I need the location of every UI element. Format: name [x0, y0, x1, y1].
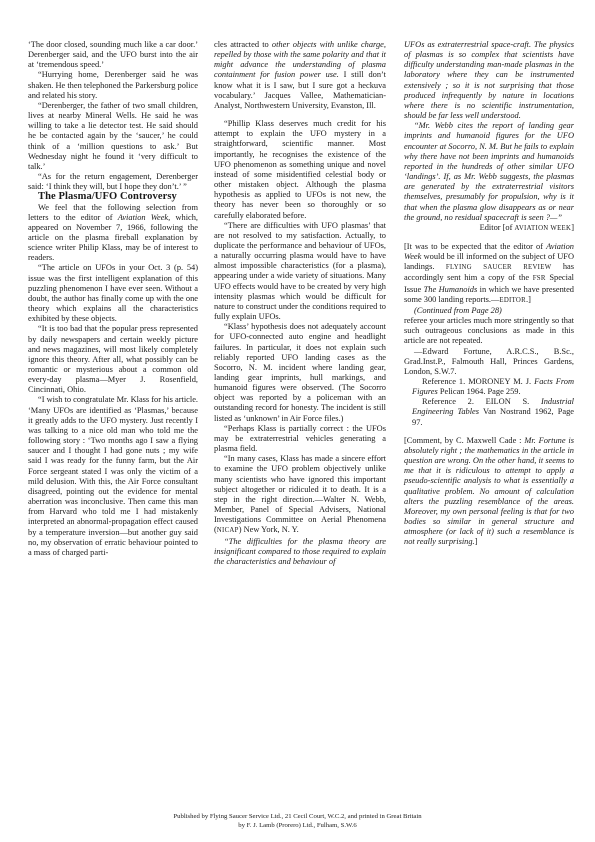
text-run-italic: Mr. Fortune is absolutely right ; the mathematics in the article in question are wrong. On the other hand, it seems to me that it is ridiculous to attempt to apply a pseudo-scientific analysis to what is essentially a qualitative problem. No amount of calculation alters the puzzling resemblance of the areas. Moreover, my own personal feeling is that for two bodies so similar in general structure and atmosphere (or lack of it) such a resemblance is not really surprising. — [404, 435, 574, 547]
publication-name: Aviation Week, — [117, 212, 171, 222]
book-title: Facts From Figures — [412, 377, 575, 397]
text-run: “In many cases, Klass has made a sincere effort to examine the UFO problem objectively unlike many scientists who have ignored this important subject altogether or ridiculed it to death. It is a step in the right direction.—Walter N. Webb, Member, Panel of Special Advisers, National Investigations Committee on Aerial Phenomena ( — [214, 454, 386, 535]
text-run-italic: other objects with unlike charge, repelled by those with the same polarity and that it might advance the understanding of plasma containment for fusion power use. — [214, 40, 386, 80]
footer-line: Published by Flying Saucer Service Ltd., 21 Cecil Court, W.C.2, and printed in Great Britain — [173, 813, 422, 820]
paragraph: “Derenberger, the father of two small children, lives at nearby Mineral Wells. He said he was willing to take a lie detector test. He said should he be contacted again by the ‘saucer,’ he could think of a ‘million questions to ask.’ But Wednesday night he found it ‘very difficult to talk.’ — [28, 100, 198, 171]
text-run: ] — [474, 537, 478, 547]
text-run: in which we have presented some 300 landing reports.— — [404, 284, 574, 304]
paragraph — [214, 40, 386, 111]
column-left — [28, 40, 198, 558]
book-title: Industrial Engineering Tables — [412, 397, 574, 417]
reference-entry — [404, 377, 574, 397]
paragraph: referee your articles much more stringently so that such outrageous conclusions as made in this article are not repeated. — [404, 316, 574, 346]
editor-note — [404, 242, 574, 306]
paragraph: ‘The door closed, sounding much like a car door.’ Derenberger said, and the UFO burst into the air at ‘tremendous speed.’ — [28, 40, 198, 70]
acronym: EDITOR — [499, 296, 526, 304]
letter-paragraph: “Perhaps Klass is partially correct : the UFOs may be extraterrestrial vehicles generating a plasma field. — [214, 423, 386, 454]
column-right — [404, 40, 574, 548]
reference-entry — [404, 397, 574, 427]
text-run: ] — [571, 222, 574, 232]
text-run: which, appeared on November 7, 1966, following the article on the plasma fireball explanation by science writer Philip Klass, may be of interest to readers. — [28, 212, 199, 263]
text-run: [It was to be expected that the editor of — [404, 241, 543, 251]
text-run: Pelican 1964. Page 259. — [439, 387, 521, 397]
letter-paragraph: “It is too bad that the popular press represented by daily newspapers and certain weekly picture and news magazines, will most likely completely ignore this theory. After all, what possibly can be romantic or mysterious about a common old every-day plasma—Myer J. Rosenfield, Cincinnati, Ohio. — [28, 324, 198, 395]
text-run: I still don’t know what it is I saw, but I sure got a heckuva vocabulary.’ Jacques Vallee, Mathematician-Analyst, Northwestern University, Evanston, Ill. — [214, 70, 386, 110]
letter-paragraph: “Phillip Klass deserves much credit for his attempt to explain the UFO mystery in a straightforward, scientific manner. Most importantly, he recognises the existence of the UFO phenomenon as something unique and novel instead of some misidentified celestial body or other mistaken object. Although the plasma hypothesis as applied to UFOs is not new, the theory has never been so thoroughly or so carefully elaborated before. — [214, 119, 386, 220]
paragraph-italic: “Mr. Webb cites the report of landing gear imprints and humanoid figures for the UFO encounter at Socorro, N. M. But he fails to explain why there have not been imprints and humanoids reported in the hundreds of other similar UFO ‘landings’. If, as Mr. Webb suggests, the plasmas are generated by the extraterrestrial visitors themselves, presumably for propulsion, why is it that when the plasma glow disappears as or near the ground, no residual spacecraft is seen ?—” — [404, 121, 574, 222]
text-run: has accordingly sent him a copy of the — [404, 262, 575, 283]
publication-name: The Humanoids — [423, 284, 478, 294]
text-run: We feel that the following selection from letters to the editor of — [28, 202, 198, 222]
text-run: ) New York, N. Y. — [238, 525, 299, 535]
acronym: FSR — [532, 275, 546, 283]
letter-paragraph-italic: “The difficulties for the plasma theory are insignificant compared to those required to explain the characteristics and behaviour of — [214, 536, 386, 566]
continued-from-label: (Continued from Page 28) — [414, 305, 502, 315]
text-run: Reference 2. EILON S. — [422, 397, 530, 407]
publication-name: Aviation Week — [404, 241, 574, 262]
paragraph: “Hurrying home, Derenberger said he was shaken. He then telephoned the Parkersburg police and related his story. — [28, 70, 198, 100]
text-run: Editor [of — [479, 222, 513, 232]
acronym: NICAP — [216, 527, 239, 535]
signature — [404, 223, 574, 234]
paragraph: “As for the return engagement, Derenberger said: ‘I think they will, but I hope they don’t.’ ” — [28, 172, 198, 192]
text-run: cles attracted to — [214, 40, 269, 49]
column-middle — [214, 40, 386, 567]
section-heading: The Plasma/UFO Controversy — [38, 191, 177, 203]
letter-paragraph: “There are difficulties with UFO plasmas’ that are not resolved to my satisfaction. Actually, to duplicate the performance and behaviour of UFOs, a naturally occurring plasma would have to have almost impossible characteristics (for a plasma), appearing under a wide variety of situations. Many UFO effects would have to be created by very high intensity plasmas which would be difficult for nature to construct under the conditions required to fully explain UFOs. — [214, 220, 386, 322]
letter-signature: —Edward Fortune, A.R.C.S., B.Sc., Grad.Inst.P., Falmouth Hall, Princes Gardens, London, S.W.7. — [404, 346, 574, 376]
letter-paragraph — [214, 454, 386, 536]
text-run: [Comment, by C. Maxwell Cade : — [404, 435, 522, 445]
text-run: Special Issue — [404, 273, 575, 294]
text-run: would be ill informed on the subject of UFO landings. — [404, 252, 574, 272]
letter-paragraph: “I wish to congratulate Mr. Klass for his article. ‘Many UFOs are identified as ‘Plasmas,’ because it greatly adds to the UFO mystery. Just recently I was talking to a nice old man who told me the following story : ‘Two months ago I saw a flying saucer and I thought I had gone nuts ; my wife said I was ready for the funny farm, but the Air Force sergeant stated I was only the victim of a mild delusion. With this, the Air Force consultant disagreed, pointing out the evidence for mental aberration was inconclusive. Then came this man from Harvard who told me I had mistakenly interpreted an abnormal-propagation effect caused by a temperature inversion—but another guy said no, my observation of erratic behaviour pointed to a mass of charged parti- — [28, 395, 199, 557]
text-run: Van Nostrand 1962, Page 97. — [412, 407, 574, 427]
text-run: .] — [525, 294, 531, 304]
text-run: Reference 1. MORONEY M. J. — [422, 377, 532, 386]
acronym: FLYING SAUCER REVIEW — [445, 264, 552, 272]
paragraph — [28, 203, 198, 264]
paragraph-italic: UFOs as extraterrestrial space-craft. The physics of plasmas is so complex that scientists have difficulty understanding man-made plasmas in the laboratory where they can be instrumented extensively ; so it is not surprising that those produced infrequently by nature in locations where there is no scientific instrumentation, should be far less well understood. — [404, 40, 574, 121]
publisher-footer — [60, 812, 535, 830]
comment-paragraph — [404, 436, 574, 548]
letter-paragraph: “Klass’ hypothesis does not adequately account for UFO-connected auto engine and headlight failures. In particular, it does not explain such reliably reported UFO landing cases as the Socorro, N. M. incident where landing gear, landing gear imprints, hull markings, and humanoid figures were observed. (The Socorro object was reported by a policeman with an outstanding record for honesty. The incident is still listed as ‘unknown’ in Air Force files.) — [214, 322, 386, 423]
footer-line: by F. J. Lamb (Prorero) Ltd., Fulham, S.W.6 — [238, 822, 357, 829]
acronym: AVIATION WEEK — [514, 224, 572, 232]
letter-paragraph: “The article on UFOs in your Oct. 3 (p. 54) issue was the first intelligent explanation of this puzzling phenomenon I have ever seen. Without a doubt, the author has finally come up with the one theory which explains all the characteristics exhibited by these objects. — [28, 263, 198, 324]
